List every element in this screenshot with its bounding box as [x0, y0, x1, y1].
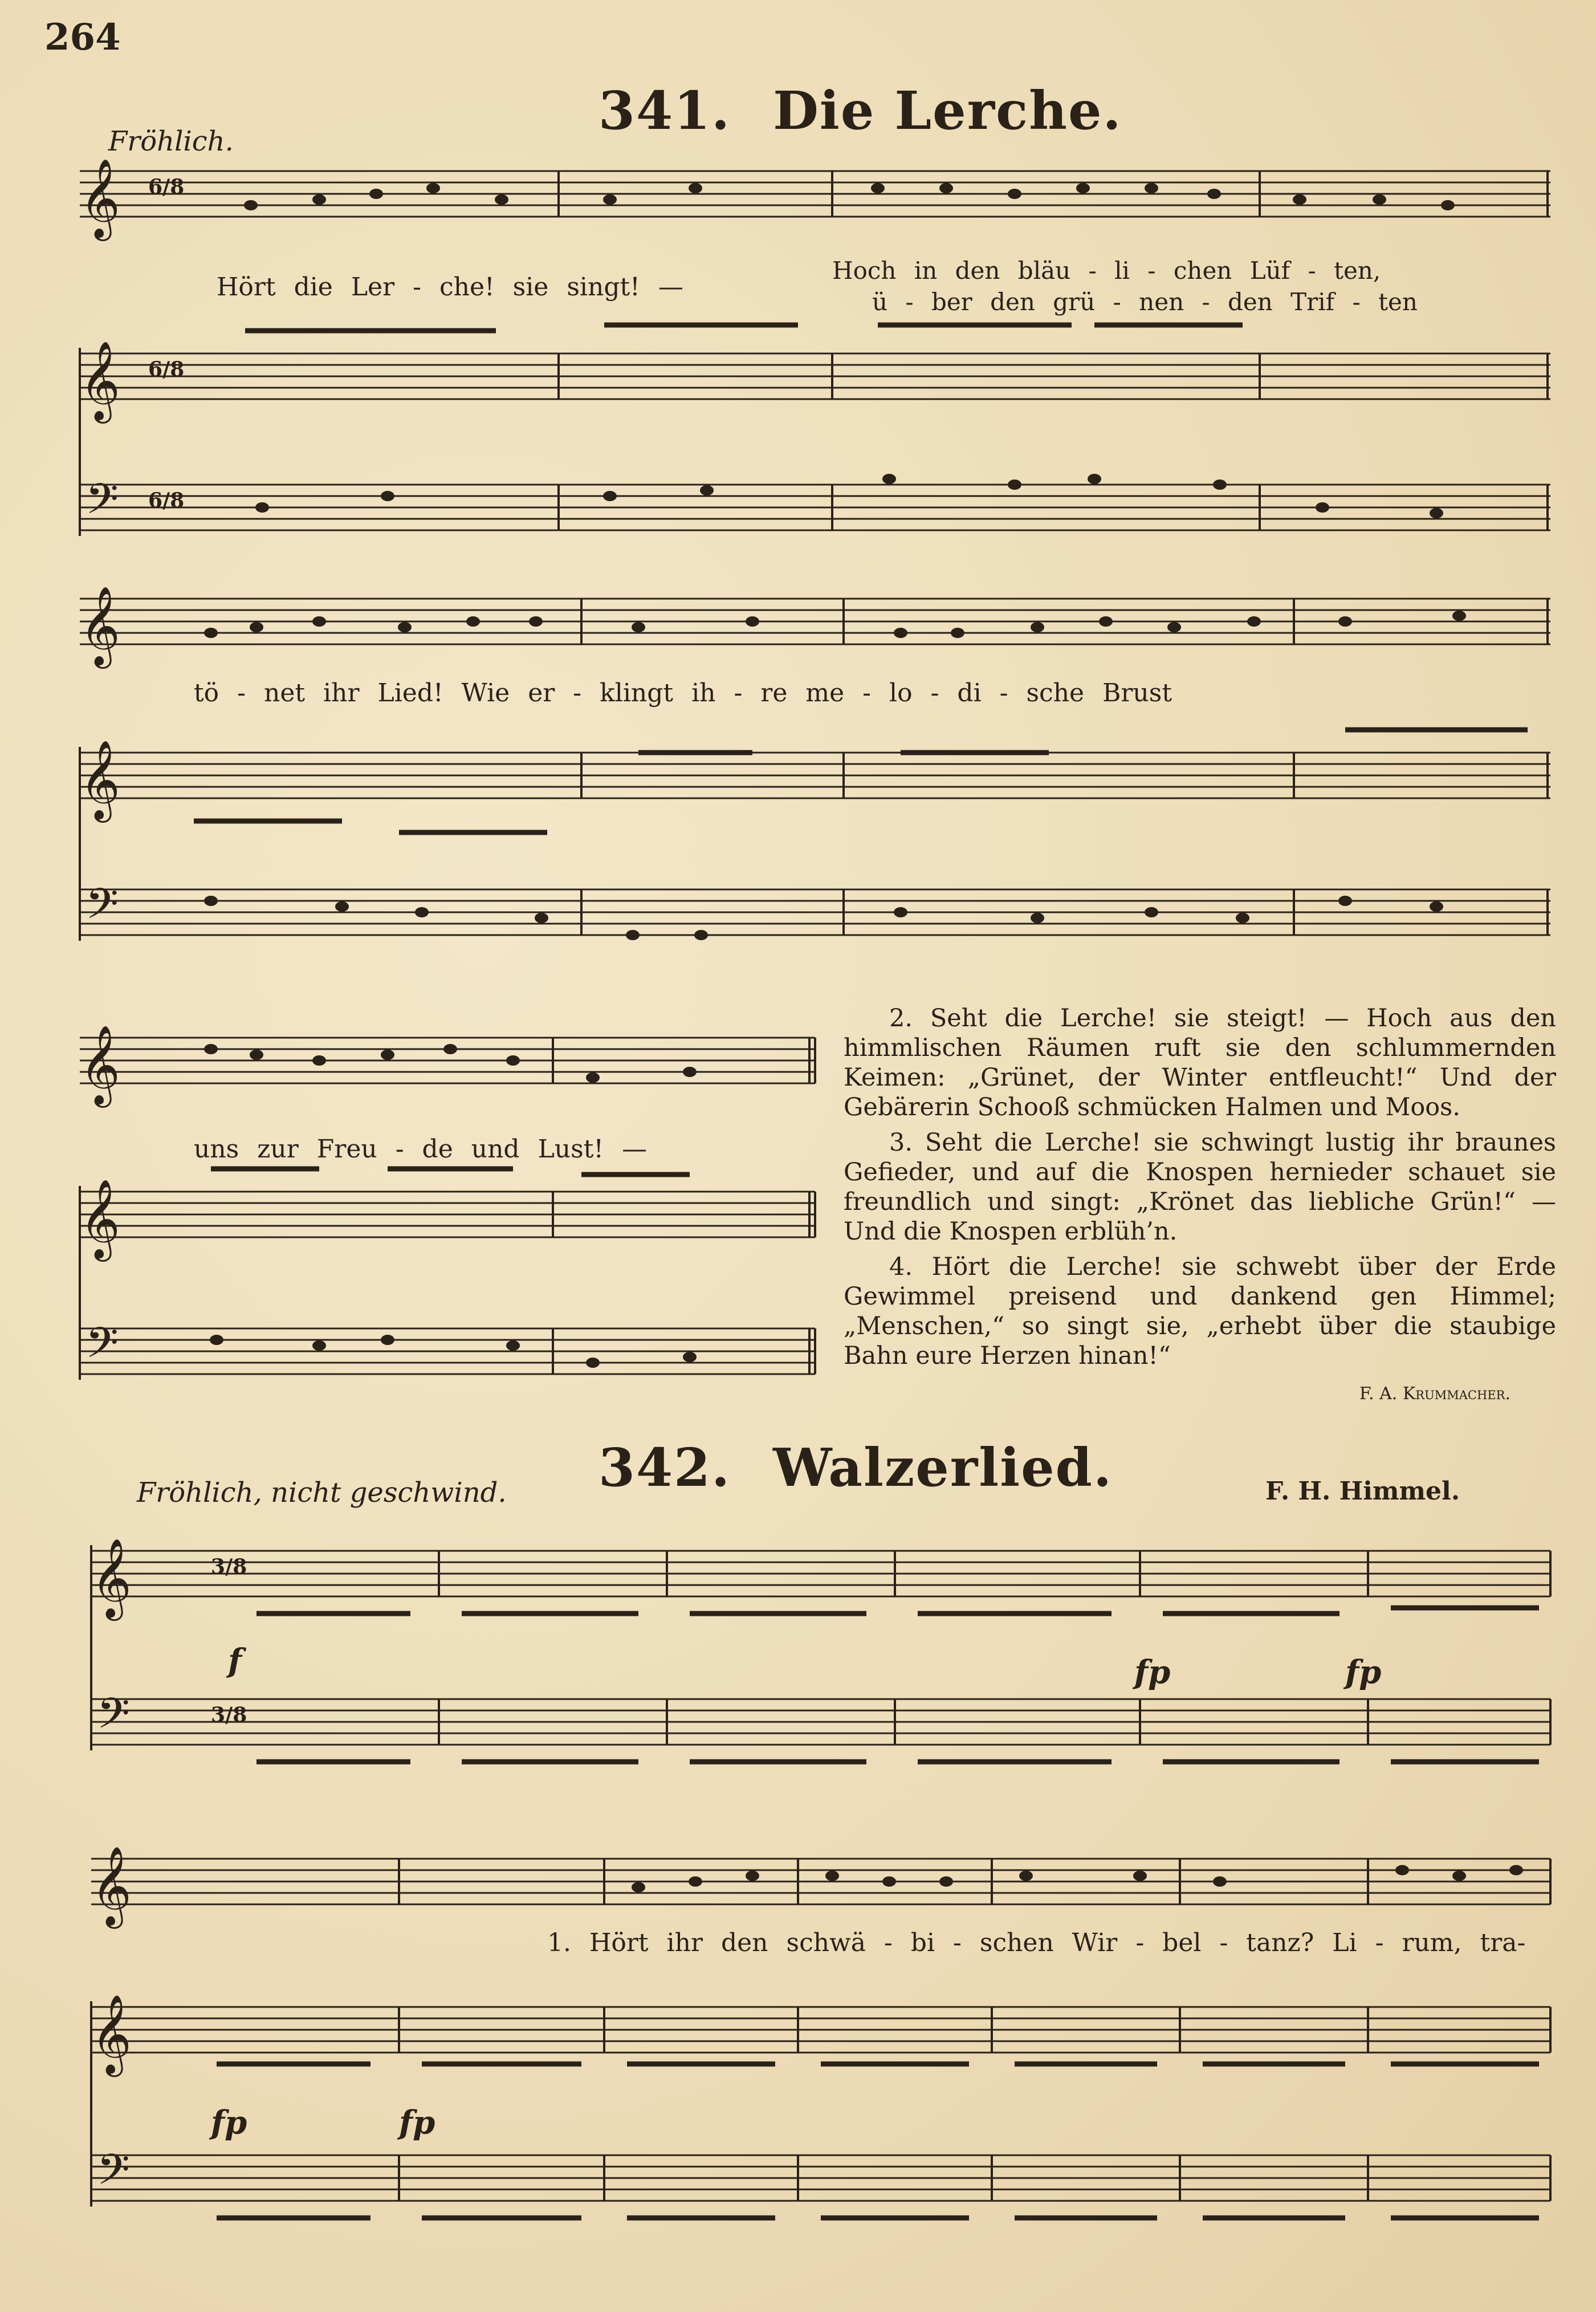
additional-verses	[844, 1003, 1556, 1409]
treble-clef-icon: 𝄞	[80, 740, 120, 819]
song-title: Walzerlied.	[773, 1437, 1113, 1498]
time-signature: 3/8	[211, 1703, 247, 1727]
song-number: 341.	[598, 80, 731, 141]
verse-2: 2. Seht die Lerche! sie steigt! — Hoch aus den himmlischen Räumen ruft sie den schlummernden Keimen: „Grünet, der Winter entfleucht!“ Und der Gebärerin Schooß schmücken Halmen und Moos.	[844, 1004, 1556, 1122]
treble-clef-icon: 𝄞	[80, 1025, 120, 1104]
bass-clef-icon: 𝄢	[97, 2145, 130, 2205]
time-signature: 6/8	[148, 489, 185, 513]
treble-clef-icon: 𝄞	[91, 1846, 132, 1925]
lyricist: F. A. Krummacher.	[1359, 1384, 1510, 1404]
lyric-line: uns zur Freu - de und Lust! —	[194, 1135, 648, 1164]
treble-clef-icon: 𝄞	[80, 341, 120, 420]
treble-clef-icon: 𝄞	[80, 1179, 120, 1258]
verse-4: 4. Hört die Lerche! sie schwebt über der Erde Gewimmel preisend und dankend gen Himmel; „Menschen,“ so singt sie, „erhebt über die staubige Bahn eure Herzen hinan!“	[844, 1253, 1556, 1370]
piano-treble-staff	[80, 325, 1550, 424]
time-signature: 3/8	[211, 1555, 247, 1579]
dynamic-marking: f	[228, 1642, 242, 1680]
treble-clef-icon: 𝄞	[80, 586, 120, 665]
lyric-line: Hört die Ler - che! sie singt! —	[217, 273, 683, 302]
treble-clef-icon: 𝄞	[80, 159, 120, 238]
song-title: Die Lerche.	[773, 80, 1122, 141]
tempo-marking: Fröhlich.	[108, 125, 234, 157]
time-signature: 6/8	[148, 357, 185, 381]
bass-clef-icon: 𝄢	[85, 1318, 119, 1378]
treble-clef-icon: 𝄞	[91, 1994, 132, 2074]
dynamic-marking: fp	[1345, 1653, 1382, 1691]
dynamic-marking: fp	[211, 2104, 247, 2142]
lyric-line: ü - ber den grü - nen - den Trif - ten	[872, 288, 1418, 316]
song-number: 342.	[598, 1437, 731, 1498]
song-342-heading	[598, 1437, 1113, 1498]
page-number: 264	[44, 16, 121, 59]
bass-clef-icon: 𝄢	[85, 879, 119, 939]
piano-bass-staff	[80, 474, 1550, 534]
bass-clef-icon: 𝄢	[97, 1689, 130, 1749]
bass-clef-icon: 𝄢	[85, 474, 119, 534]
music-system-3	[68, 1021, 826, 1408]
song-341-heading	[598, 80, 1122, 141]
music-system-5	[68, 1836, 1562, 2246]
music-system-1	[68, 154, 1562, 564]
lyric-line: tö - net ihr Lied! Wie er - klingt ih - re me - lo - di - sche Brust	[194, 678, 1172, 708]
composer: F. H. Himmel.	[1265, 1477, 1460, 1506]
tempo-marking: Fröhlich, nicht geschwind.	[137, 1477, 507, 1509]
lyric-line: Hoch in den bläu - li - chen Lüf - ten,	[832, 257, 1381, 285]
voice-staff	[80, 159, 1550, 241]
time-signature: 6/8	[148, 175, 185, 199]
treble-clef-icon: 𝄞	[91, 1538, 132, 1618]
music-system-4	[68, 1528, 1562, 1790]
dynamic-marking: fp	[1134, 1653, 1171, 1691]
lyric-line: 1. Hört ihr den schwä - bi - schen Wir - bel - tanz? Li - rum, tra-	[547, 1928, 1526, 1957]
dynamic-marking: fp	[399, 2104, 435, 2142]
verse-3: 3. Seht die Lerche! sie schwingt lustig ihr braunes Gefieder, und auf die Knospen hernieder schauet sie freundlich und singt: „Krönet das liebliche Grün!“ — Und die Knospen erblüh’n.	[844, 1128, 1556, 1246]
music-system-2	[68, 582, 1562, 969]
